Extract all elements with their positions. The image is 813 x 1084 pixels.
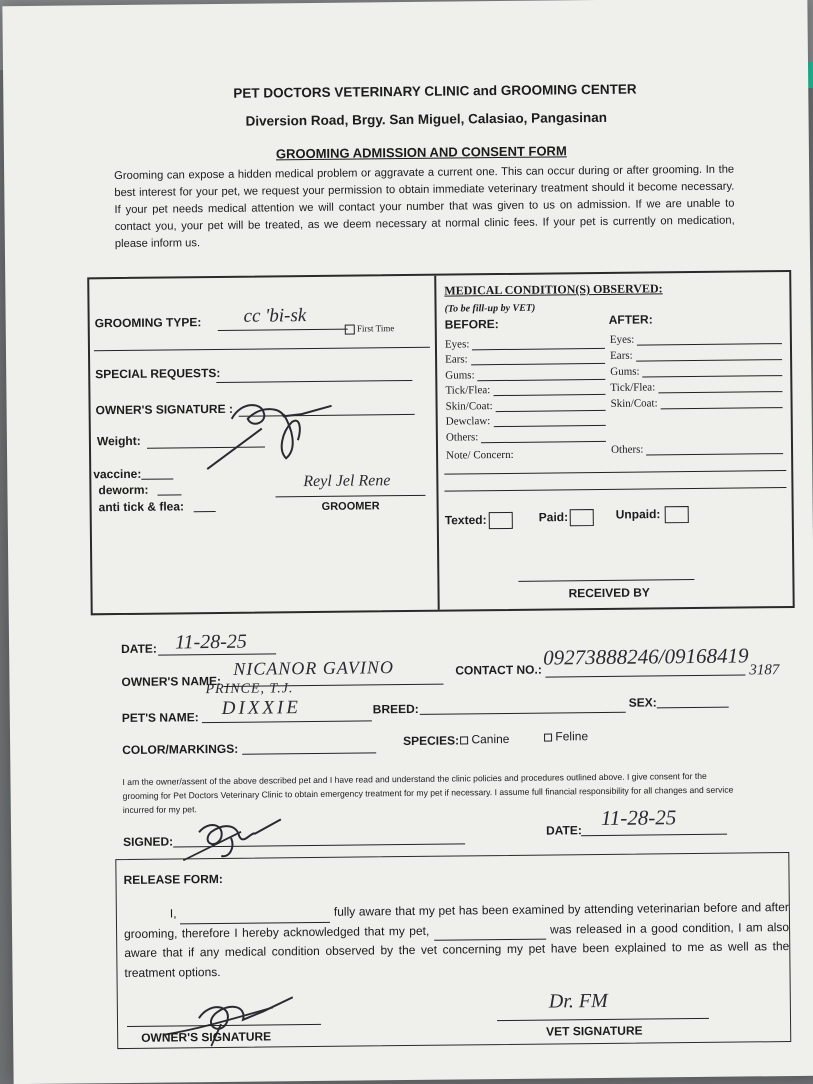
before-field-label: Others: xyxy=(445,430,479,444)
before-field xyxy=(445,379,605,396)
owner-name-label: OWNER'S NAME: xyxy=(121,673,222,690)
date-value[interactable]: 11-28-25 xyxy=(174,630,247,654)
after-field-label: Ears: xyxy=(609,349,633,362)
contact-value[interactable]: 09273888246/09168419 xyxy=(543,643,749,670)
unpaid-option[interactable] xyxy=(616,506,689,524)
vet-signature-label: VET SIGNATURE xyxy=(546,1023,643,1039)
release-form-title: RELEASE FORM: xyxy=(123,871,223,887)
after-field xyxy=(611,438,783,456)
after-field xyxy=(610,344,782,362)
contact-label: CONTACT NO.: xyxy=(455,662,542,678)
release-paragraph xyxy=(124,898,790,983)
after-field xyxy=(610,328,782,346)
owner-name-value[interactable]: NICANOR GAVINO xyxy=(233,657,395,679)
after-field-label: Tick/Flea: xyxy=(610,381,656,394)
date2-value[interactable]: 11-28-25 xyxy=(600,805,677,830)
paid-checkbox[interactable] xyxy=(570,509,594,526)
first-time-label: First Time xyxy=(356,323,395,334)
contact-line[interactable] xyxy=(545,674,745,677)
date2-line[interactable] xyxy=(581,834,727,837)
paid-label: Paid: xyxy=(538,509,569,525)
first-time-checkbox[interactable] xyxy=(345,324,355,334)
release-i: I, xyxy=(169,906,177,921)
grooming-type-label: GROOMING TYPE: xyxy=(94,315,202,331)
before-field-label: Skin/Coat: xyxy=(445,399,493,413)
weight-label: Weight: xyxy=(96,433,141,449)
release-pet-name-line[interactable] xyxy=(434,927,546,941)
sex-label: SEX: xyxy=(628,695,657,710)
release-text-1: fully aware that my pet has been examined by attending veterinarian before and after grooming, therefore I hereby acknowledged that my pet, xyxy=(124,900,789,941)
date-label: DATE: xyxy=(121,641,157,657)
clinic-name: PET DOCTORS VETERINARY CLINIC and GROOMING CENTER xyxy=(233,81,637,101)
groomer-label: GROOMER xyxy=(321,500,380,513)
special-requests-label: SPECIAL REQUESTS: xyxy=(95,365,221,382)
before-field xyxy=(445,333,605,350)
feline-checkbox[interactable] xyxy=(544,733,552,741)
release-owner-name-line[interactable] xyxy=(180,909,330,924)
signed-label: SIGNED: xyxy=(123,834,174,849)
texted-label: Texted: xyxy=(444,512,487,528)
grooming-type-value[interactable]: cc 'bi-sk xyxy=(243,305,307,327)
unpaid-label: Unpaid: xyxy=(615,507,661,522)
color-markings-label: COLOR/MARKINGS: xyxy=(122,741,239,758)
before-field xyxy=(446,426,606,443)
intro-paragraph: Grooming can expose a hidden medical problem or aggravate a current one. This can occur during or after grooming. In the best interest for your pet, we request your permission to obtain immediate veterinary treatment should it become necessary. If your pet needs medical attention we will contact your number that was given to us on admission. If we are unable to contact you, your pet will be treated, as we deem necessary at normal clinic fees. If your pet is currently on medication, please inform us. xyxy=(114,163,735,251)
canine-option[interactable] xyxy=(460,732,510,747)
before-field-label: Tick/Flea: xyxy=(445,384,491,397)
pet-name-line[interactable] xyxy=(202,720,372,723)
before-field-label: Gums: xyxy=(445,368,475,382)
anti-tick-flea-label: anti tick & flea: xyxy=(98,499,185,515)
after-field-line[interactable] xyxy=(661,407,783,409)
before-field-label: Ears: xyxy=(445,353,468,366)
after-field-label: Skin/Coat: xyxy=(610,397,658,410)
release-owner-signature-label: OWNER'S SIGNATURE xyxy=(141,1029,272,1045)
before-label: BEFORE: xyxy=(444,317,499,332)
medical-heading: MEDICAL CONDITION(S) OBSERVED: xyxy=(444,281,663,298)
note-concern-label: Note/ Concern: xyxy=(446,448,514,462)
sex-line[interactable] xyxy=(657,707,729,709)
feline-label: Feline xyxy=(555,729,589,744)
after-label: AFTER: xyxy=(608,312,653,327)
breed-line[interactable] xyxy=(420,712,626,715)
after-field xyxy=(610,360,782,378)
before-field xyxy=(445,395,605,412)
medical-subheading: (To be fill-up by VET) xyxy=(444,302,536,315)
received-by-label: RECEIVED BY xyxy=(568,585,650,601)
vet-signature-handwriting: Dr. FM xyxy=(548,989,608,1013)
owner-signature-scribble xyxy=(201,388,342,479)
canine-checkbox[interactable] xyxy=(460,736,468,744)
deworm-label: deworm: xyxy=(98,482,149,498)
vaccine-label: vaccine: xyxy=(93,466,142,482)
after-field-label: Gums: xyxy=(610,365,640,378)
before-fields xyxy=(445,333,606,443)
clinic-address: Diversion Road, Brgy. San Miguel, Calasiao, Pangasinan xyxy=(245,109,607,129)
after-field xyxy=(610,392,782,410)
before-field xyxy=(445,348,605,365)
before-field-label: Dewclaw: xyxy=(445,415,491,428)
release-text-2: was released in a good condition, I am also aware that if any medical condition observed by the vet concerning my pet have been explained to me as well as the treatment options. xyxy=(124,919,790,980)
texted-checkbox[interactable] xyxy=(488,512,512,529)
anti-tick-flea-line[interactable] xyxy=(194,511,216,512)
species-label: SPECIES: xyxy=(403,733,460,749)
before-field-label: Eyes: xyxy=(444,337,470,351)
paid-option[interactable] xyxy=(539,509,595,527)
consent-text: I am the owner/assent of the above described pet and I have read and understand the clinic policies and procedures outlined above. I give consent for the grooming for Pet Doctors Veterinary Clinic to obtain emergency treatment for my pet if necessary. I assume full financial responsibility for all changes and service incurred for my pet. xyxy=(122,770,734,816)
texted-option[interactable] xyxy=(445,512,513,530)
pet-name-label: PET'S NAME: xyxy=(121,710,199,726)
before-field xyxy=(445,364,605,381)
after-field xyxy=(610,376,782,394)
owner-name-value-2[interactable]: PRINCE, T.J. xyxy=(205,681,294,698)
unpaid-checkbox[interactable] xyxy=(664,506,688,523)
date2-label: DATE: xyxy=(545,823,582,838)
after-field-label: Others: xyxy=(610,443,644,456)
form-paper xyxy=(2,0,813,1084)
feline-option[interactable] xyxy=(544,729,588,743)
form-title: GROOMING ADMISSION AND CONSENT FORM xyxy=(275,143,567,162)
owner-signature-label: OWNER'S SIGNATURE : xyxy=(95,401,233,418)
before-field xyxy=(446,410,606,427)
breed-label: BREED: xyxy=(372,701,419,717)
pet-name-value[interactable]: DIXXIE xyxy=(221,697,302,719)
first-time-option[interactable] xyxy=(345,323,395,334)
contact-value-2[interactable]: 3187 xyxy=(749,662,780,679)
after-fields xyxy=(610,328,783,456)
groomer-handwriting: Reyl Jel Rene xyxy=(303,472,391,491)
after-field-label: Eyes: xyxy=(609,333,635,346)
color-markings-line[interactable] xyxy=(242,752,376,754)
signed-signature-scribble xyxy=(181,811,292,862)
canine-label: Canine xyxy=(471,731,510,747)
